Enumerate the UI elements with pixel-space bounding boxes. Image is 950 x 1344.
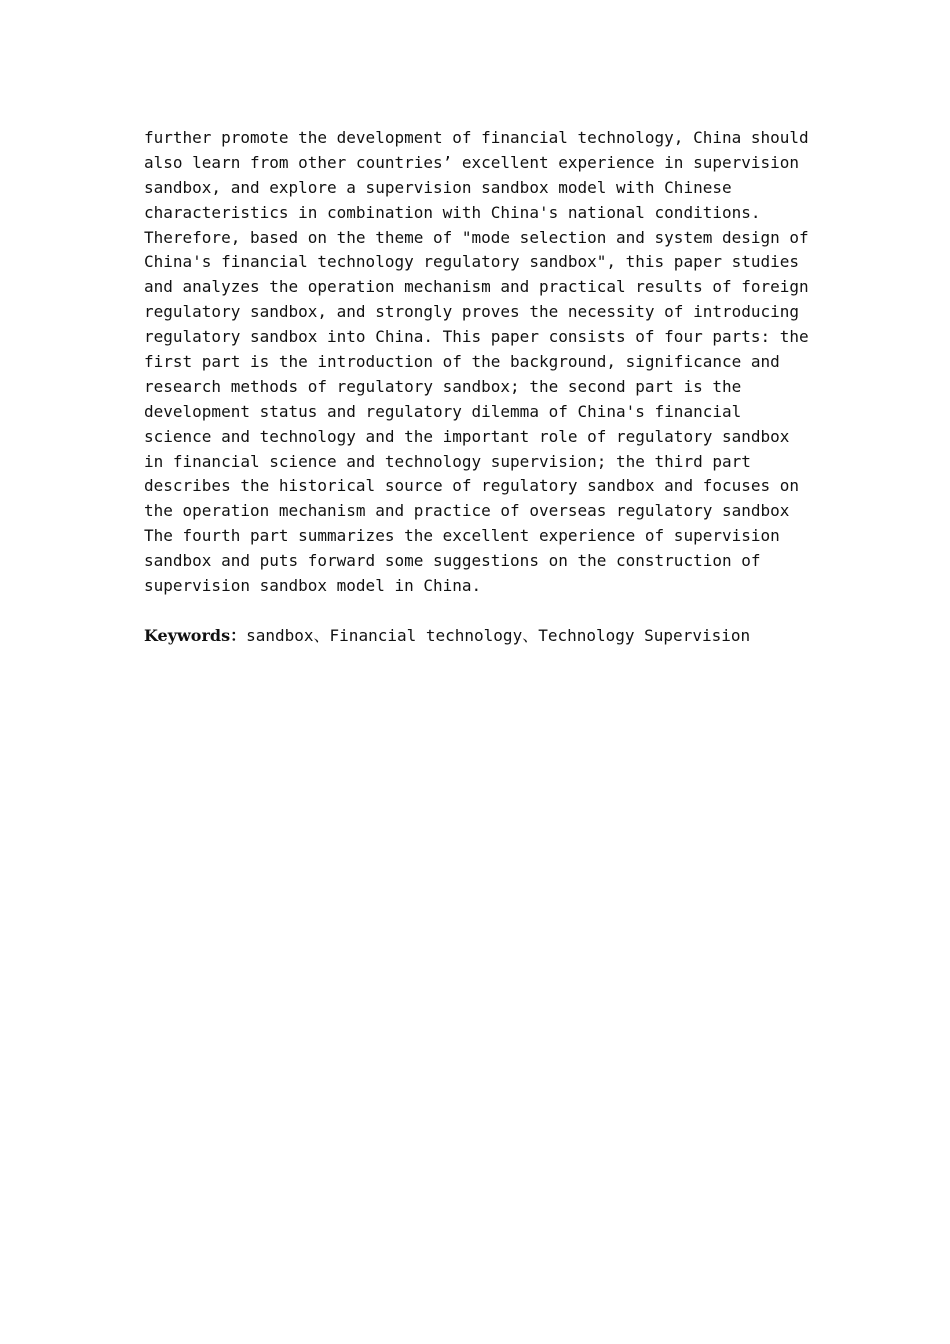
abstract-line: in financial science and technology supervision; the third part bbox=[144, 451, 751, 471]
abstract-line: development status and regulatory dilemma of China's financial bbox=[144, 401, 742, 421]
abstract-line: research methods of regulatory sandbox; the second part is the bbox=[144, 376, 742, 396]
abstract-line: regulatory sandbox, and strongly proves the necessity of introducing bbox=[144, 302, 800, 322]
abstract-line: also learn from other countries’ excellent experience in supervision bbox=[144, 152, 800, 172]
abstract-line: and analyzes the operation mechanism and practical results of foreign bbox=[144, 277, 809, 297]
keywords-text: sandbox、Financial technology、Technology Supervision bbox=[246, 626, 751, 645]
abstract-body bbox=[144, 126, 814, 599]
abstract-line: regulatory sandbox into China. This paper consists of four parts: the bbox=[144, 327, 809, 347]
abstract-line: science and technology and the important role of regulatory sandbox bbox=[144, 426, 790, 446]
abstract-line: describes the historical source of regulatory sandbox and focuses on bbox=[144, 476, 800, 496]
abstract-line: further promote the development of financial technology, China should bbox=[144, 128, 809, 147]
abstract-line: supervision sandbox model in China. bbox=[144, 576, 482, 596]
abstract-line: sandbox, and explore a supervision sandbox model with Chinese bbox=[144, 177, 732, 197]
abstract-line: China's financial technology regulatory sandbox", this paper studies bbox=[144, 252, 800, 272]
abstract-line: characteristics in combination with China's national conditions. bbox=[144, 202, 761, 222]
abstract-line: The fourth part summarizes the excellent experience of supervision bbox=[144, 526, 780, 546]
keywords-line bbox=[144, 624, 844, 649]
abstract-line: sandbox and puts forward some suggestions on the construction of bbox=[144, 551, 761, 571]
abstract-line: Therefore, based on the theme of "mode selection and system design of bbox=[144, 227, 809, 247]
abstract-line: first part is the introduction of the background, significance and bbox=[144, 352, 780, 372]
abstract-line: the operation mechanism and practice of overseas regulatory sandbox bbox=[144, 501, 790, 521]
keywords-label: Keywords： bbox=[144, 626, 247, 645]
